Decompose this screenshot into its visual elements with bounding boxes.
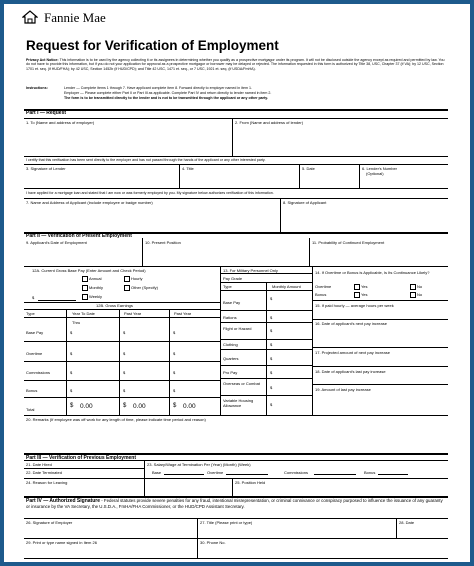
commissions-label: Commissions <box>284 470 309 475</box>
field-17-label: 17. Projected amount of next pay increase <box>315 350 390 355</box>
col-past-year-2: Past Year <box>174 311 192 316</box>
bonus-label-p3: Bonus <box>364 470 376 475</box>
mil-flight-dollar: $ <box>270 328 273 333</box>
privacy-text: This information is to be used by the agency collecting it or its assignees in determining whether you qualify as a prospective mortgagor under its program. It will not be disclosed outside the agency except as required and permitted by law. You do not have to provide this information, but if you do not your application for approval as a prospective mortgagor or borrower may be delayed or rejected. The information requested in this form is authorized by Title 38, USC, Chapter 37 (if VA); by 12 USC, Section 1701 et. seq. (if HUD/FHA); by 42 USC, Section 1452b (if HUD/CPD); and Title 42 USC, 1471 et. seq., or 7 USC, 1921 et. seq. (if USDA/FmHA). <box>26 58 445 71</box>
base-past1-dollar: $ <box>123 330 126 335</box>
instructions-label: Instructions: <box>26 86 48 90</box>
col-type: Type <box>26 311 35 316</box>
mil-col-monthly: Monthly Amount <box>272 284 301 289</box>
base-pay-dollar: $ <box>32 295 35 300</box>
mil-base-dollar: $ <box>270 296 273 301</box>
field-23-label: 23. Salary/Wage at Termination Per (Year) (Month) (Week) <box>147 462 251 467</box>
ot-past1-dollar: $ <box>123 351 126 356</box>
base-ytd-dollar: $ <box>70 330 73 335</box>
hourly-checkbox[interactable] <box>124 276 130 282</box>
thru-label: Thru <box>72 320 81 325</box>
field-28-label: 28. Date <box>399 520 415 525</box>
mil-row-vha: Variable Housing Allowance <box>223 398 254 408</box>
field-18-label: 18. Date of applicant's last pay increase <box>315 369 386 374</box>
form-page <box>4 4 470 562</box>
bonus-no-label: No <box>417 292 423 297</box>
overtime-no-label: No <box>417 284 423 289</box>
privacy-notice <box>26 58 446 71</box>
field-16-label: 16. Date of applicant's next pay increase <box>315 321 387 326</box>
overtime-label: Overtime <box>315 284 332 289</box>
mil-clothing-dollar: $ <box>270 342 273 347</box>
row-commissions: Commissions <box>26 370 51 375</box>
total-ytd-value: 0.00 <box>80 403 93 410</box>
part3-title: Part III — Verification of Previous Employment <box>26 455 137 461</box>
field-6-optional: (Optional) <box>366 171 384 176</box>
mil-propay-dollar: $ <box>270 370 273 375</box>
other-label: Other (Specify) <box>131 285 158 290</box>
mil-row-overseas: Overseas or Combat <box>223 381 260 386</box>
field-8-label: 8. Signature of Applicant <box>283 200 327 205</box>
field-26-label: 26. Signature of Employer <box>26 520 73 525</box>
total-ytd-dollar: $ <box>70 403 74 409</box>
field-9-label: 9. Applicant's Date of Employment <box>26 240 87 245</box>
field-2-label: 2. From (Name and address of lender) <box>235 120 304 125</box>
col-past-year-1: Past Year <box>124 311 142 316</box>
other-checkbox[interactable] <box>124 285 130 291</box>
part1-title: Part I — Request <box>26 110 67 116</box>
row-bonus: Bonus <box>26 388 38 393</box>
bonus-past1-dollar: $ <box>123 388 126 393</box>
field-14-label: 14. If Overtime or Bonus is Applicable, Is Its Continuance Likely? <box>315 270 430 275</box>
bonus-yes-checkbox[interactable] <box>354 292 360 298</box>
field-12b-label: 12B. Gross Earnings <box>96 303 133 308</box>
mil-row-flight: Flight or Hazard <box>223 326 252 331</box>
col-ytd: Year To Date <box>72 311 95 316</box>
bonus-no-checkbox[interactable] <box>410 292 416 298</box>
total-past2-value: 0.00 <box>183 403 196 410</box>
field-19-label: 19. Amount of last pay increase <box>315 387 371 392</box>
mil-row-rations: Rations <box>223 315 237 320</box>
part4-text: - Federal statutes provide severe penalties for any fraud, intentional misrepresentation, or criminal connivance or conspiracy purposed to influence the issuance of any guaranty or insurance by the VA Secretary, the U.S.D.A., FmHA/FHA Commissioner, or the HUD/CPD Assistant Secretary. <box>26 498 443 510</box>
field-29-label: 29. Print or type name signed in Item 26 <box>26 540 97 545</box>
field-27-label: 27. Title (Please print or type) <box>200 520 253 525</box>
field-6-label: 6. Lender's Number <box>362 166 398 171</box>
ot-past2-dollar: $ <box>173 351 176 356</box>
field-21-label: 21. Date Hired <box>26 462 52 467</box>
field-10-label: 10. Present Position <box>145 240 181 245</box>
total-past1-value: 0.00 <box>133 403 146 410</box>
bonus-ytd-dollar: $ <box>70 388 73 393</box>
field-12a-label: 12A. Current Gross Base Pay (Enter Amount and Check Period) <box>32 268 146 273</box>
privacy-label: Privacy Act Notice: <box>26 58 59 62</box>
part4-statement <box>26 498 446 510</box>
total-past2-dollar: $ <box>173 403 177 409</box>
bonus-label: Bonus <box>315 292 327 297</box>
bonus-yes-label: Yes <box>361 292 368 297</box>
instructions-employer: Employer — Please complete either Part II or Part III as applicable. Complete Part IV and return directly to lender named in item 2. <box>64 91 272 95</box>
applied-text: I have applied for a mortgage loan and stated that I am now or was formerly employed by you. My signature below authorizes verification of this information. <box>26 191 274 195</box>
bonus-past2-dollar: $ <box>173 388 176 393</box>
weekly-label: Weekly <box>89 294 103 299</box>
monthly-label: Monthly <box>89 285 104 290</box>
weekly-checkbox[interactable] <box>82 294 88 300</box>
field-24-label: 24. Reason for Leaving <box>26 480 68 485</box>
base-label: Base <box>152 470 162 475</box>
field-5-label: 5. Date <box>302 166 315 171</box>
total-past1-dollar: $ <box>123 403 127 409</box>
mil-row-base-pay: Base Pay <box>223 300 241 305</box>
mil-row-pro-pay: Pro Pay <box>223 370 238 375</box>
mil-row-quarters: Quarters <box>223 356 239 361</box>
mil-row-clothing: Clothing <box>223 342 238 347</box>
fannie-mae-house-logo-icon <box>22 10 38 24</box>
field-7-label: 7. Name and Address of Applicant (include employee or badge number) <box>26 200 153 205</box>
mil-rations-dollar: $ <box>270 315 273 320</box>
row-base-pay: Base Pay <box>26 330 44 335</box>
monthly-checkbox[interactable] <box>82 285 88 291</box>
field-22-label: 22. Date Terminated <box>26 470 62 475</box>
overtime-label-p3: Overtime <box>207 470 224 475</box>
field-1-label: 1. To (Name and address of employer) <box>26 120 95 125</box>
hourly-label: Hourly <box>131 276 143 281</box>
field-15-label: 15. If paid hourly — average hours per week <box>315 303 394 308</box>
field-13-label: 13. For Military Personnel Only <box>223 268 278 273</box>
field-4-label: 4. Title <box>182 166 194 171</box>
brand-name: Fannie Mae <box>44 10 106 25</box>
instructions-lender: Lender — Complete items 1 through 7. Have applicant complete item 8. Forward directly to employer named in item 1. <box>64 86 252 90</box>
mil-overseas-dollar: $ <box>270 385 273 390</box>
comm-ytd-dollar: $ <box>70 370 73 375</box>
comm-past2-dollar: $ <box>173 370 176 375</box>
field-25-label: 25. Position Held <box>235 480 266 485</box>
part2-title: Part II — Verification of Present Employment <box>26 233 132 239</box>
overtime-no-checkbox[interactable] <box>410 284 416 290</box>
row-overtime: Overtime <box>26 351 43 356</box>
form-title: Request for Verification of Employment <box>26 38 279 53</box>
field-20-label: 20. Remarks (If employee was off work for any length of time, please indicate time period and reason) <box>26 417 206 422</box>
certify-text: I certify that this verification has been sent directly to the employer and has not passed through the hands of the applicant or any other interested party. <box>26 158 266 162</box>
annual-checkbox[interactable] <box>82 276 88 282</box>
comm-past1-dollar: $ <box>123 370 126 375</box>
ot-ytd-dollar: $ <box>70 351 73 356</box>
overtime-yes-label: Yes <box>361 284 368 289</box>
mil-vha-dollar: $ <box>270 402 273 407</box>
part4-title: Part IV — Authorized Signature <box>26 498 100 504</box>
field-30-label: 30. Phone No. <box>200 540 226 545</box>
annual-label: Annual <box>89 276 102 281</box>
mil-quarters-dollar: $ <box>270 356 273 361</box>
row-total: Total <box>26 407 35 412</box>
overtime-yes-checkbox[interactable] <box>354 284 360 290</box>
field-3-label: 3. Signature of Lender <box>26 166 66 171</box>
instructions-note: The form is to be transmitted directly to the lender and is not to be transmitted through the applicant or any other party. <box>64 96 268 100</box>
field-11-label: 11. Probability of Continued Employment <box>312 240 385 245</box>
pay-grade-label: Pay Grade <box>223 276 243 281</box>
base-past2-dollar: $ <box>173 330 176 335</box>
mil-col-type: Type <box>223 284 232 289</box>
